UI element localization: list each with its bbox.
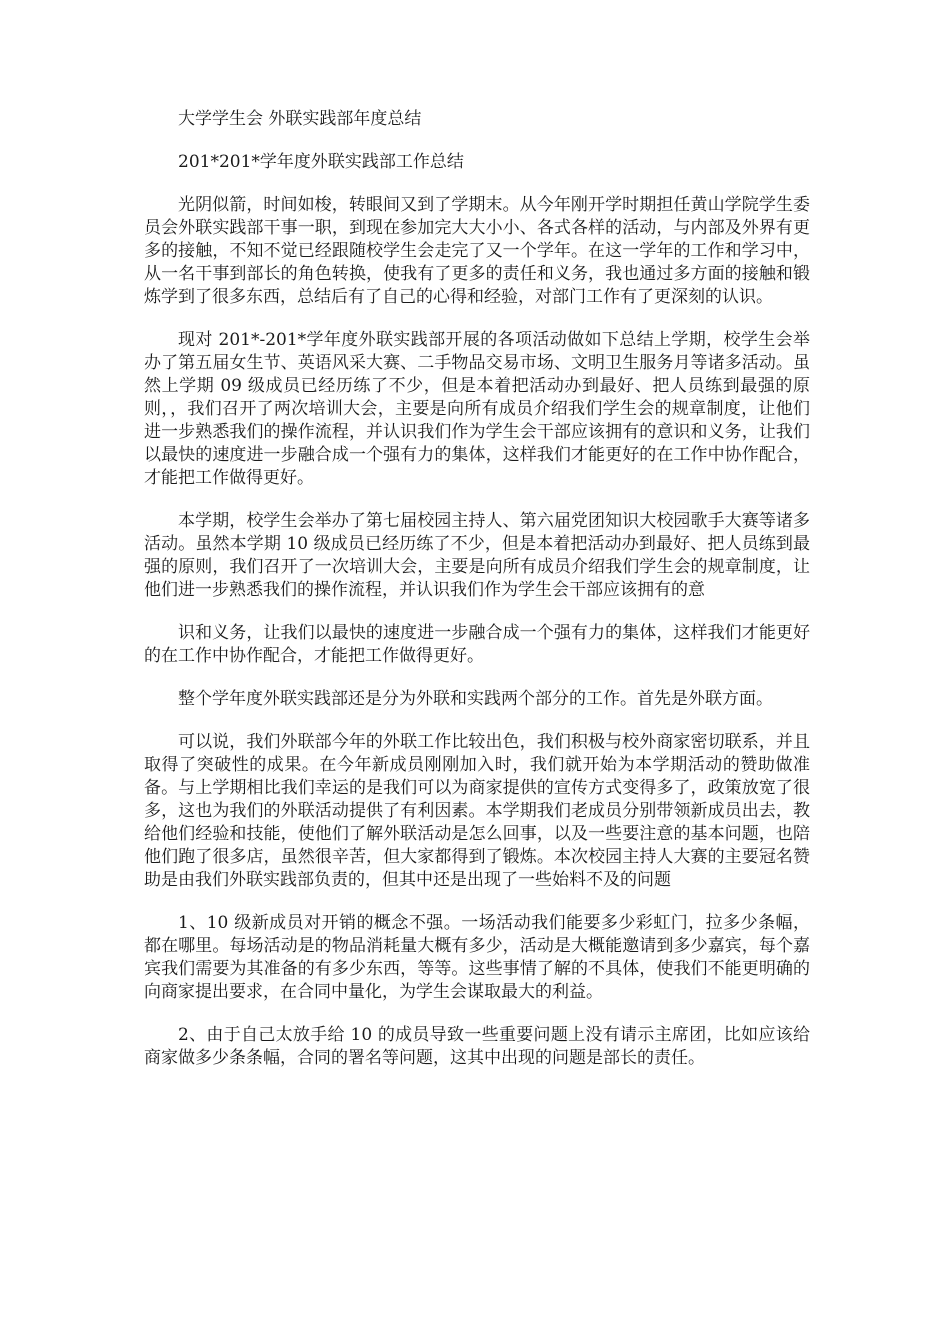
paragraph: 2、由于自己太放手给 10 的成员导致一些重要问题上没有请示主席团，比如应该给商家做多少条条幅，合同的署名等问题，这其中出现的问题是部长的责任。 (144, 1025, 810, 1068)
paragraph: 整个学年度外联实践部还是分为外联和实践两个部分的工作。首先是外联方面。 (178, 689, 773, 709)
document-body (144, 108, 810, 1090)
paragraph: 光阴似箭，时间如梭，转眼间又到了学期末。从今年刚开学时期担任黄山学院学生委员会外联实践部干事一职，到现在参加完大大小小、各式各样的活动，与内部及外界有更多的接触，不知不觉已经跟随校学生会走完了又一个学年。在这一学年的工作和学习中，从一名干事到部长的角色转换，使我有了更多的责任和义务，我也通过多方面的接触和锻炼学到了很多东西，总结后有了自己的心得和经验，对部门工作有了更深刻的认识。 (144, 195, 810, 307)
document-title: 大学学生会 外联实践部年度总结 (178, 109, 422, 129)
paragraph: 可以说，我们外联部今年的外联工作比较出色，我们积极与校外商家密切联系，并且取得了突破性的成果。在今年新成员刚刚加入时，我们就开始为本学期活动的赞助做准备。与上学期相比我们幸运的是我们可以为商家提供的宣传方式变得多了，政策放宽了很多，这也为我们的外联活动提供了有利因素。本学期我们老成员分别带领新成员出去，教给他们经验和技能，使他们了解外联活动是怎么回事，以及一些要注意的基本问题，也陪他们跑了很多店，虽然很辛苦，但大家都得到了锻炼。本次校园主持人大赛的主要冠名赞助是由我们外联实践部负责的，但其中还是出现了一些始料不及的问题 (144, 732, 810, 890)
paragraph: 现对 201*-201*学年度外联实践部开展的各项活动做如下总结上学期，校学生会举办了第五届女生节、英语风采大赛、二手物品交易市场、文明卫生服务月等诸多活动。虽然上学期 09 级成员已经历练了不少，但是本着把活动办到最好、把人员练到最强的原则，，我们召开了两次培训大会，主要是向所有成员介绍我们学生会的规章制度，让他们进一步熟悉我们的操作流程，并认识我们作为学生会干部应该拥有的意识和义务，让我们以最快的速度进一步融合成一个强有力的集体，这样我们才能更好的在工作中协作配合，才能把工作做得更好。 (144, 330, 810, 488)
document-subtitle: 201*201*学年度外联实践部工作总结 (178, 152, 464, 172)
paragraph: 识和义务，让我们以最快的速度进一步融合成一个强有力的集体，这样我们才能更好的在工作中协作配合，才能把工作做得更好。 (144, 623, 810, 666)
paragraph: 1、10 级新成员对开销的概念不强。一场活动我们能要多少彩虹门，拉多少条幅，都在哪里。每场活动是的物品消耗量大概有多少，活动是大概能邀请到多少嘉宾，每个嘉宾我们需要为其准备的有多少东西，等等。这些事情了解的不具体，使我们不能更明确的向商家提出要求，在合同中量化，为学生会谋取最大的利益。 (144, 913, 810, 1002)
paragraph: 本学期，校学生会举办了第七届校园主持人、第六届党团知识大校园歌手大赛等诸多活动。虽然本学期 10 级成员已经历练了不少，但是本着把活动办到最好、把人员练到最强的原则，我们召开了一次培训大会，主要是向所有成员介绍我们学生会的规章制度，让他们进一步熟悉我们的操作流程，并认识我们作为学生会干部应该拥有的意 (144, 511, 810, 600)
